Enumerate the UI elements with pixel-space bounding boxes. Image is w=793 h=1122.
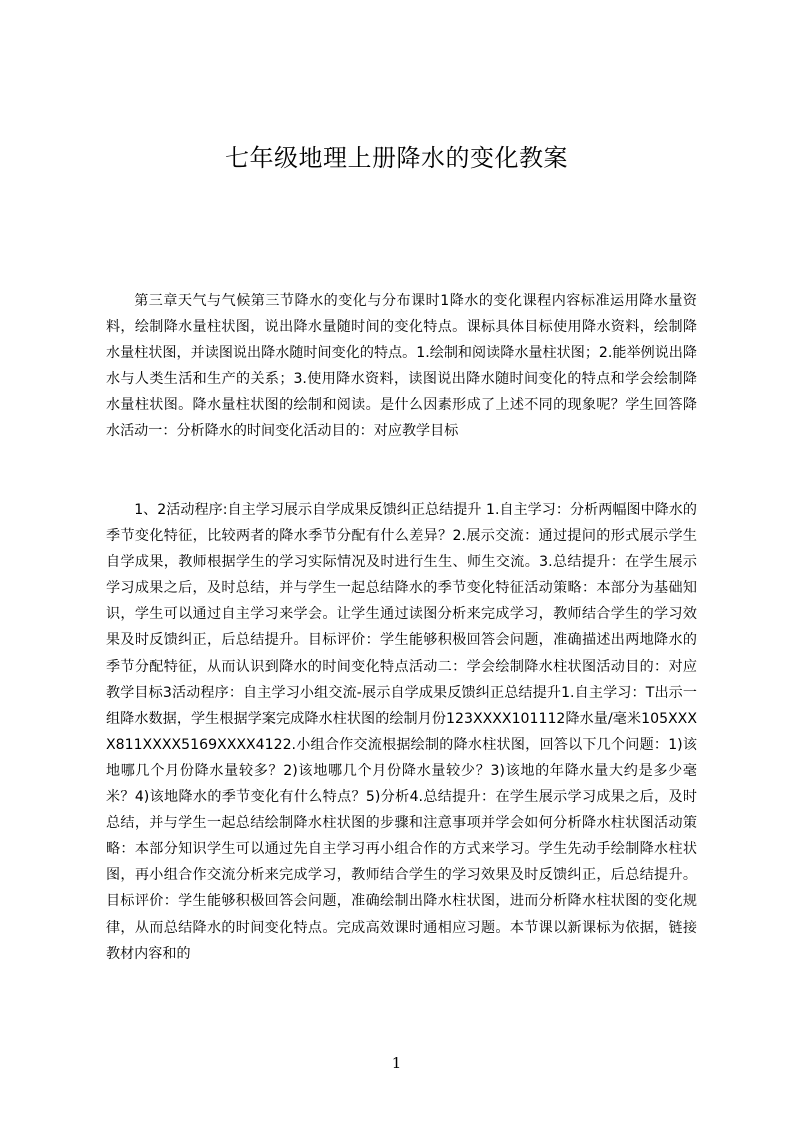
paragraph-block	[106, 288, 697, 474]
document-title: 七年级地理上册降水的变化教案	[225, 144, 568, 172]
paragraph-1: 第三章天气与气候第三节降水的变化与分布课时1降水的变化课程内容标准运用降水量资料，绘制降水量柱状图，说出降水量随时间的变化特点。课标具体目标使用降水资料，绘制降水量柱状图，并读图说出降水随时间变化的特点。1.绘制和阅读降水量柱状图；2.能举例说出降水与人类生活和生产的关系；3.使用降水资料，读图说出降水随时间变化的特点和学会绘制降水量柱状图。降水量柱状图的绘制和阅读。是什么因素形成了上述不同的现象呢？学生回答降水活动一：分析降水的时间变化活动目的：对应教学目标	[106, 293, 697, 440]
page-number: 1	[391, 1054, 402, 1072]
paragraph-block	[106, 497, 697, 1037]
paragraph-2: 1、2活动程序:自主学习展示自学成果反馈纠正总结提升 1.自主学习：分析两幅图中降水的季节变化特征，比较两者的降水季节分配有什么差异？2.展示交流：通过提问的形式展示学生自学成果，教师根据学生的学习实际情况及时进行生生、师生交流。3.总结提升：在学生展示学习成果之后，及时总结，并与学生一起总结降水的季节变化特征活动策略：本部分为基础知识，学生可以通过自主学习来学会。让学生通过读图分析来完成学习，教师结合学生的学习效果及时反馈纠正，后总结提升。目标评价：学生能够积极回答会问题，准确描述出两地降水的季节分配特征，从而认识到降水的时间变化特点活动二：学会绘制降水柱状图活动目的：对应教学目标3活动程序：自主学习小组交流-展示自学成果反馈纠正总结提升1.自主学习：T出示一组降水数据，学生根据学案完成降水柱状图的绘制月份123XXXX101112降水量/毫米105XXXX811XXXX5169XXXX4122.小组合作交流根据绘制的降水柱状图，回答以下几个问题：1)该地哪几个月份降水量较多？2)该地哪几个月份降水量较少？3)该地的年降水量大约是多少毫米？4)该地降水的季节变化有什么特点？5)分析4.总结提升：在学生展示学习成果之后，及时总结，并与学生一起总结绘制降水柱状图的步骤和注意事项并学会如何分析降水柱状图活动策略：本部分知识学生可以通过先自主学习再小组合作的方式来学习。学生先动手绘制降水柱状图，再小组合作交流分析来完成学习，教师结合学生的学习效果及时反馈纠正，后总结提升。目标评价：学生能够积极回答会问题，准确绘制出降水柱状图，进而分析降水柱状图的变化规律，从而总结降水的时间变化特点。完成高效课时通相应习题。本节课以新课标为依据，链接教材内容和的	[106, 502, 697, 962]
